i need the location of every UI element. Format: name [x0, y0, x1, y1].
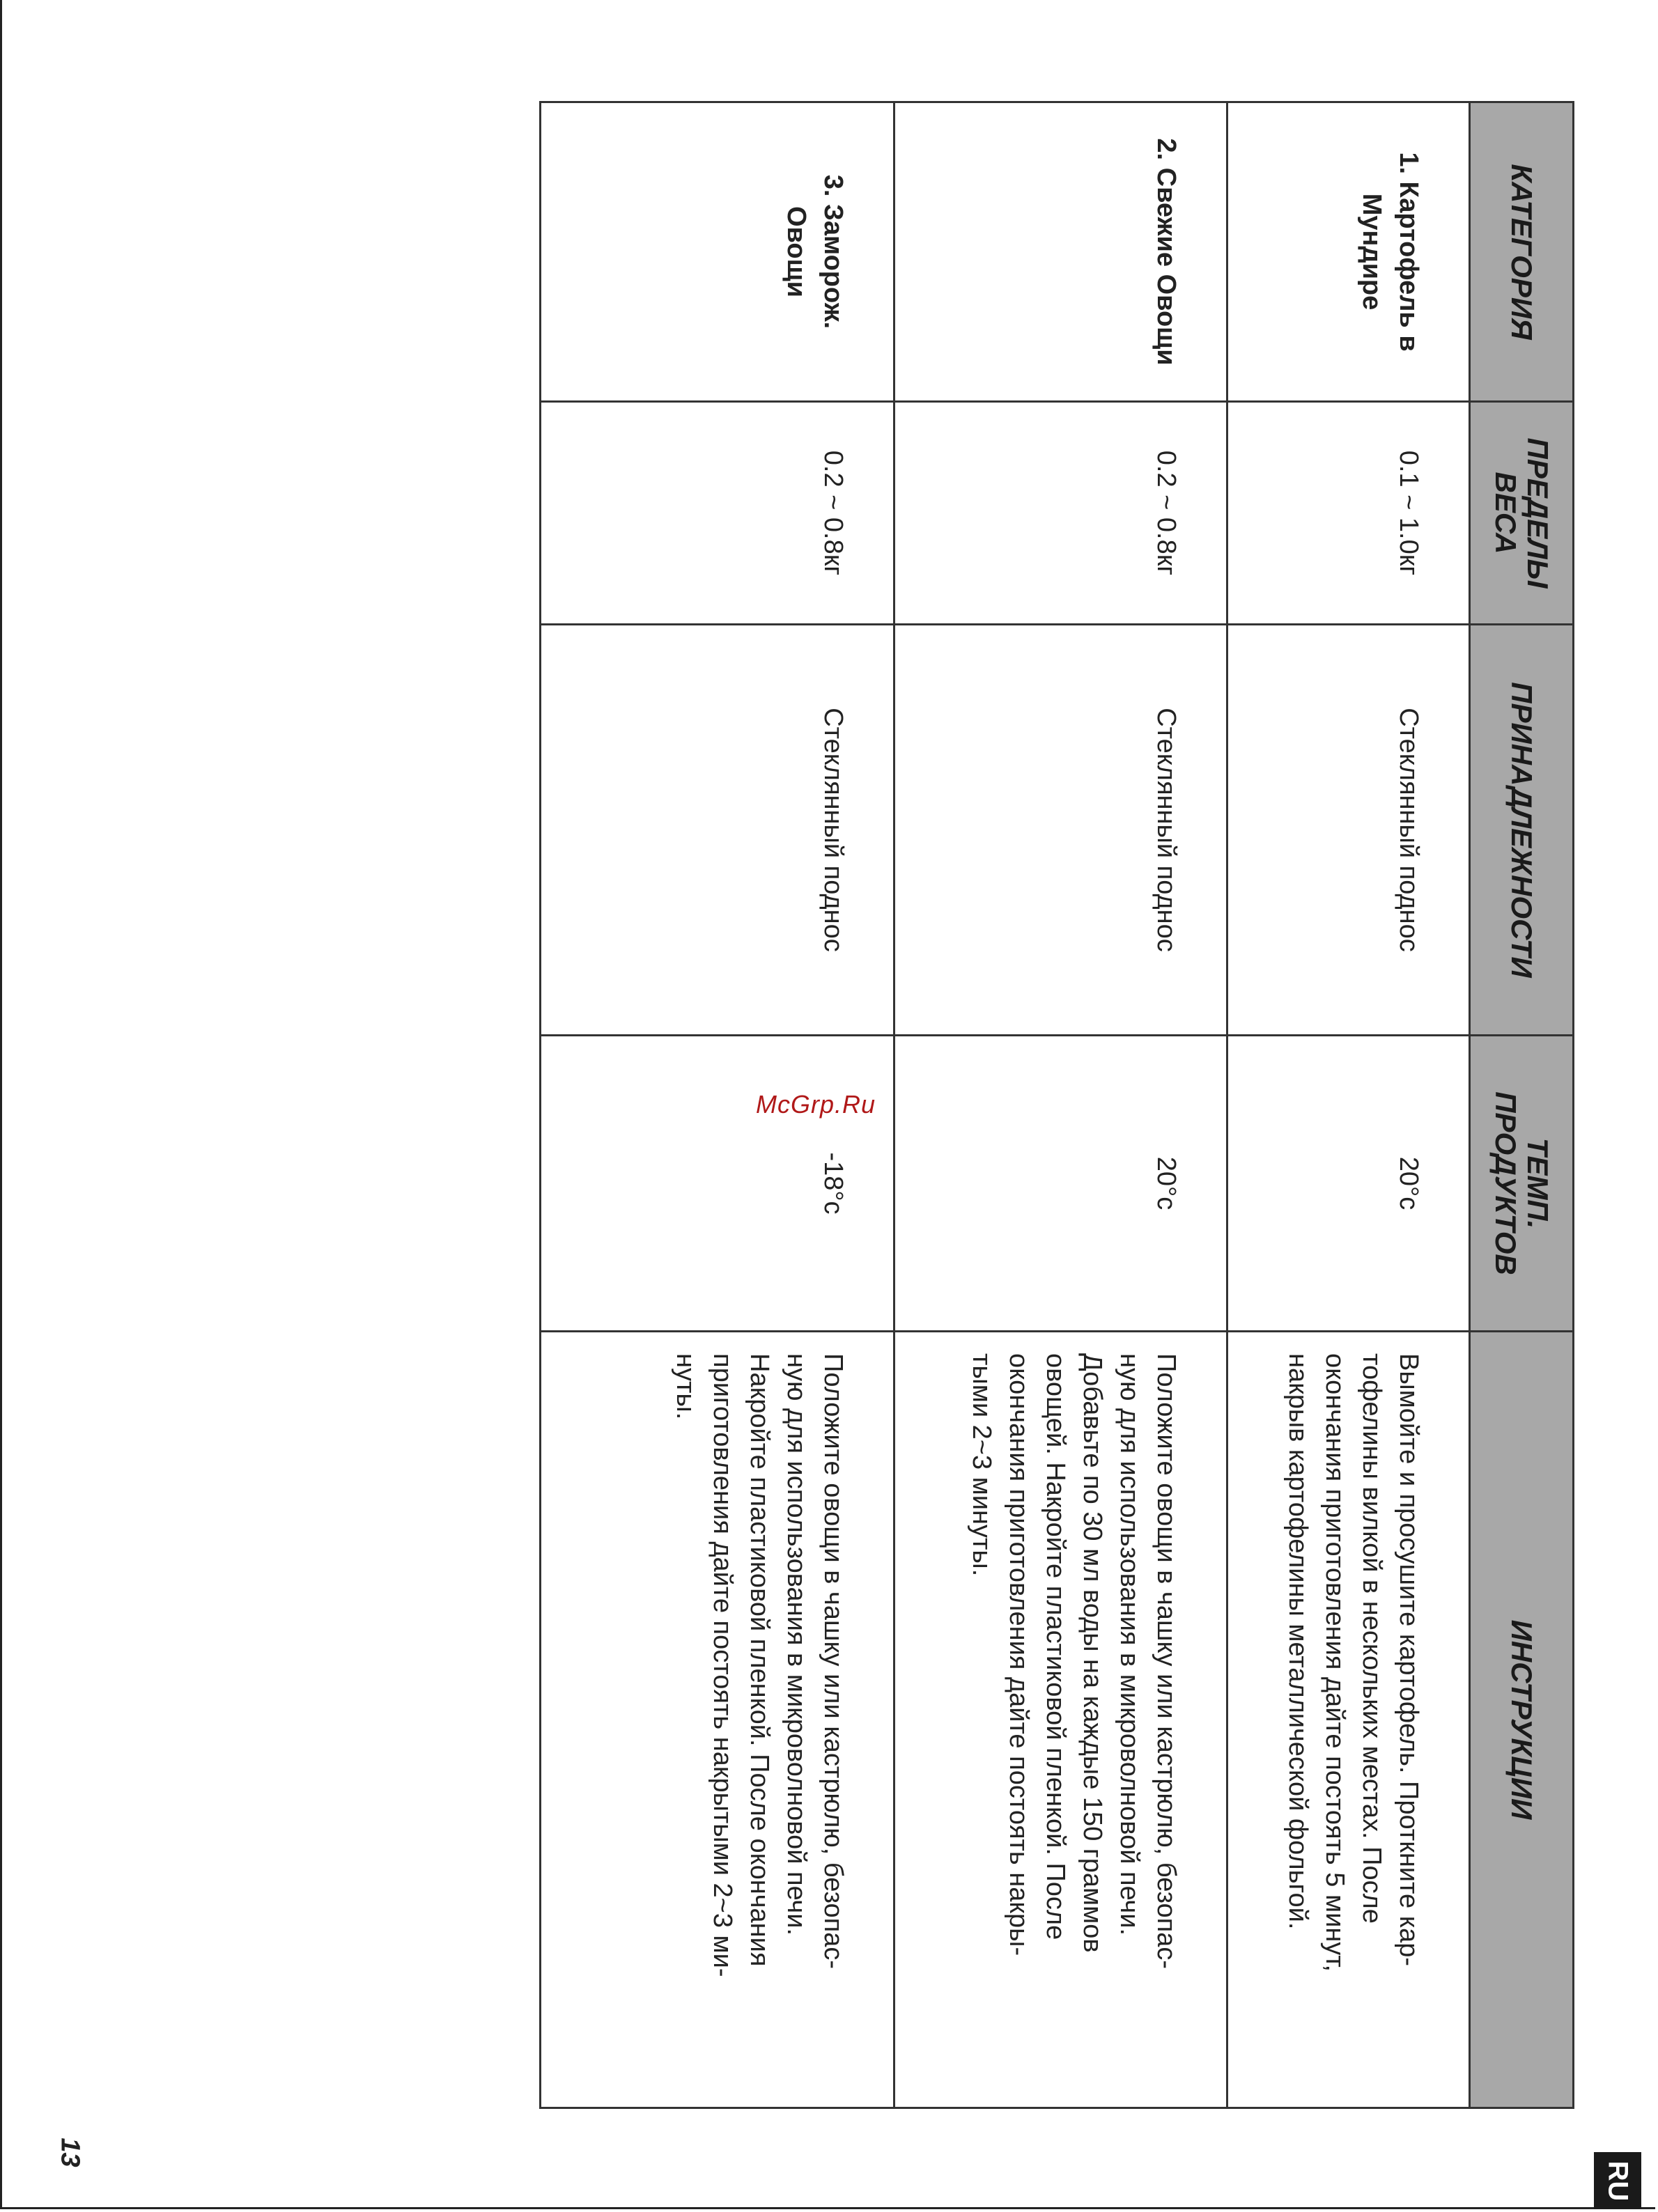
header-temp: ТЕМП. ПРОДУКТОВ: [1470, 1036, 1574, 1332]
page-number: [49, 2128, 91, 2176]
category-text: Мундире: [1357, 193, 1386, 311]
header-instructions: ИНСТРУКЦИИ: [1470, 1332, 1574, 2108]
instruction-line: окончания приготовления дайте постоять 5 минут,: [1320, 1353, 1349, 1972]
header-accessories: ПРИНАДЛЕЖНОСТИ: [1470, 625, 1574, 1036]
weight-cell: 0.2 ~ 0.8кг: [894, 402, 1227, 625]
instruction-line: Положите овощи в чашку или кастрюлю, безопас-: [819, 1353, 848, 1969]
instruction-line: Положите овощи в чашку или кастрюлю, безопас-: [1152, 1353, 1181, 1969]
instruction-line: накрыв картофелины металлической фольгой.: [1283, 1353, 1312, 1930]
temp-cell: -18°c: [541, 1036, 894, 1332]
category-cell: [1227, 102, 1470, 402]
instruction-cell: [541, 1332, 894, 2108]
instruction-cell: [894, 1332, 1227, 2108]
cooking-table: [539, 101, 1574, 2109]
header-weight: ПРЕДЕЛЫ ВЕСА: [1470, 402, 1574, 625]
instruction-cell: [1227, 1332, 1470, 2108]
language-badge-text: RU: [1602, 2160, 1634, 2201]
temp-cell: 20°c: [894, 1036, 1227, 1332]
instruction-line: тофелины вилкой в нескольких местах. После: [1357, 1353, 1386, 1924]
table-row: [1227, 102, 1470, 2108]
category-text: Овощи: [782, 205, 811, 298]
temp-cell: 20°c: [1227, 1036, 1470, 1332]
instruction-line: нуты.: [671, 1353, 700, 1420]
instruction-line: овощей. Накройте пластиковой пленкой. После: [1041, 1353, 1070, 1940]
header-row: [1470, 102, 1574, 2108]
accessory-cell: Стеклянный поднос: [894, 625, 1227, 1036]
category-text: 3. Заморож.: [819, 174, 848, 329]
accessory-cell: Стеклянный поднос: [541, 625, 894, 1036]
instruction-line: приготовления дайте постоять накрытыми 2~3 ми-: [708, 1353, 737, 1977]
language-badge: [1594, 2152, 1641, 2209]
instruction-line: Добавьте по 30 мл воды на каждые 150 граммов: [1078, 1353, 1107, 1953]
page-number-text: 13: [55, 2137, 85, 2167]
watermark: McGrp.Ru: [756, 1090, 876, 1119]
weight-cell: 0.1 ~ 1.0кг: [1227, 402, 1470, 625]
instruction-line: Накройте пластиковой пленкой. После окончания: [745, 1353, 774, 1967]
instruction-line: ную для использования в микроволновой печи.: [1115, 1353, 1144, 1936]
category-cell: [894, 102, 1227, 402]
accessory-cell: Стеклянный поднос: [1227, 625, 1470, 1036]
rotated-page-content: [592, 101, 1574, 2107]
instruction-line: Вымойте и просушите картофель. Проткните кар-: [1394, 1353, 1423, 1967]
instruction-line: окончания приготовления дайте постоять накры-: [1004, 1353, 1033, 1956]
category-cell: [541, 102, 894, 402]
instruction-line: ную для использования в микроволновой печи.: [782, 1353, 811, 1936]
category-text: 2. Свежие Овощи: [1152, 138, 1181, 366]
weight-cell: 0.2 ~ 0.8кг: [541, 402, 894, 625]
instruction-line: тыми 2~3 минуты.: [967, 1353, 996, 1577]
table-row: [894, 102, 1227, 2108]
header-category: КАТЕГОРИЯ: [1470, 102, 1574, 402]
category-text: 1. Картофель в: [1394, 152, 1423, 352]
